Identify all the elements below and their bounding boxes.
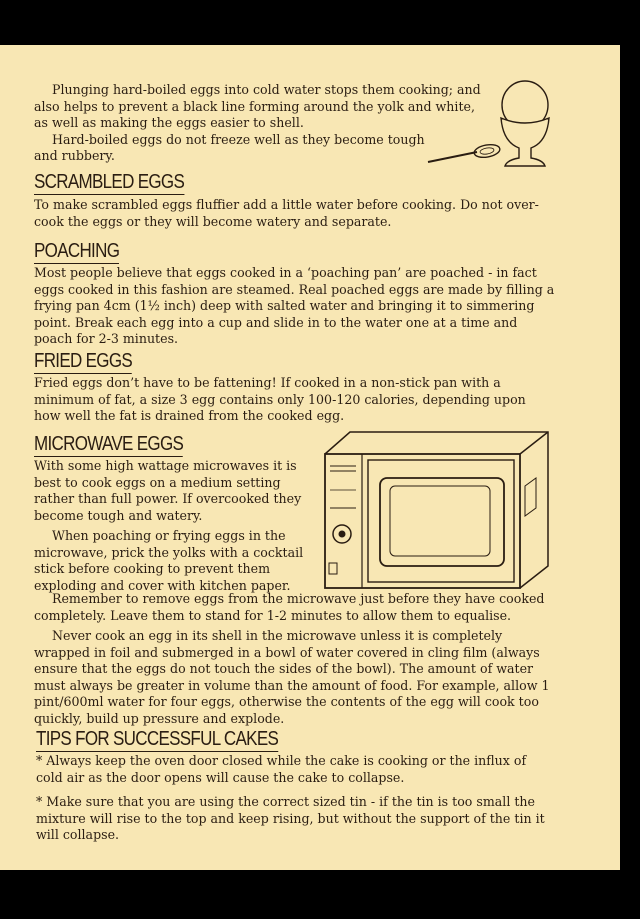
microwave-continued bbox=[34, 591, 556, 727]
cakes-tip-1: * Always keep the oven door closed while the cake is cooking or the influx of cold air as the door opens will cause the cake to collapse. bbox=[36, 753, 527, 785]
intro-paragraph-1: Plunging hard-boiled eggs into cold water stops them cooking; and also helps to prevent a black line forming around the yolk and white, as well as making the eggs easier to shell. bbox=[34, 82, 481, 130]
recipe-page bbox=[0, 45, 620, 870]
intro-paragraph-2: Hard-boiled eggs do not freeze well as they become tough and rubbery. bbox=[34, 131, 425, 163]
microwave-paragraph-1: With some high wattage microwaves it is best to cook eggs on a medium setting rather than full power. If overcooked they become tough and watery. bbox=[34, 458, 302, 523]
microwave-oven-icon bbox=[320, 428, 555, 590]
cakes-tips-heading: TIPS FOR SUCCESSFUL CAKES bbox=[36, 728, 279, 750]
poaching-heading: POACHING bbox=[34, 240, 120, 262]
microwave-paragraph-4: Never cook an egg in its shell in the microwave unless it is completely wrapped in foil and submerged in a bowl of water covered in cling film (always ensure that the eggs do not touch the sides of the bowl). The amount of water must always be greater in volume than the amount of food. For example, allow 1 pint/600ml water for four eggs, otherwise the contents of the egg will cook too quickly, build up pressure and explode. bbox=[34, 628, 550, 726]
scrambled-eggs-text: To make scrambled eggs fluffier add a little water before cooking. Do not over-cook the eggs or they will become watery and separate. bbox=[34, 197, 539, 229]
microwave-paragraph-3: Remember to remove eggs from the microwave just before they have cooked completely. Leave them to stand for 1-2 minutes to allow them to equalise. bbox=[34, 591, 545, 623]
intro-section bbox=[34, 82, 484, 165]
scrambled-eggs-heading: SCRAMBLED EGGS bbox=[34, 171, 185, 193]
cakes-tip-2: * Make sure that you are using the correct sized tin - if the tin is too small the mixture will rise to the top and keep rising, but without the support of the tin it will collapse. bbox=[36, 794, 545, 842]
fried-eggs-heading: FRIED EGGS bbox=[34, 350, 133, 372]
egg-cup-icon bbox=[425, 80, 560, 172]
fried-eggs-text: Fried eggs don’t have to be fattening! If cooked in a non-stick pan with a minimum of fat, a size 3 egg contains only 100-120 calories, depending upon how well the fat is drained from the cooked egg. bbox=[34, 375, 526, 423]
microwave-intro bbox=[34, 458, 316, 594]
cakes-tips-list bbox=[36, 753, 552, 844]
microwave-eggs-heading: MICROWAVE EGGS bbox=[34, 433, 184, 455]
poaching-text: Most people believe that eggs cooked in a ‘poaching pan’ are poached - in fact eggs cooked in this fashion are steamed. Real poached eggs are made by filling a frying pan 4cm (1½ inch) deep with salted water and bringing it to simmering point. Break each egg into a cup and slide in to the water one at a time and poach for 2-3 minutes. bbox=[34, 265, 555, 346]
microwave-paragraph-2: When poaching or frying eggs in the microwave, prick the yolks with a cocktail stick before cooking to prevent them exploding and cover with kitchen paper. bbox=[34, 528, 304, 593]
